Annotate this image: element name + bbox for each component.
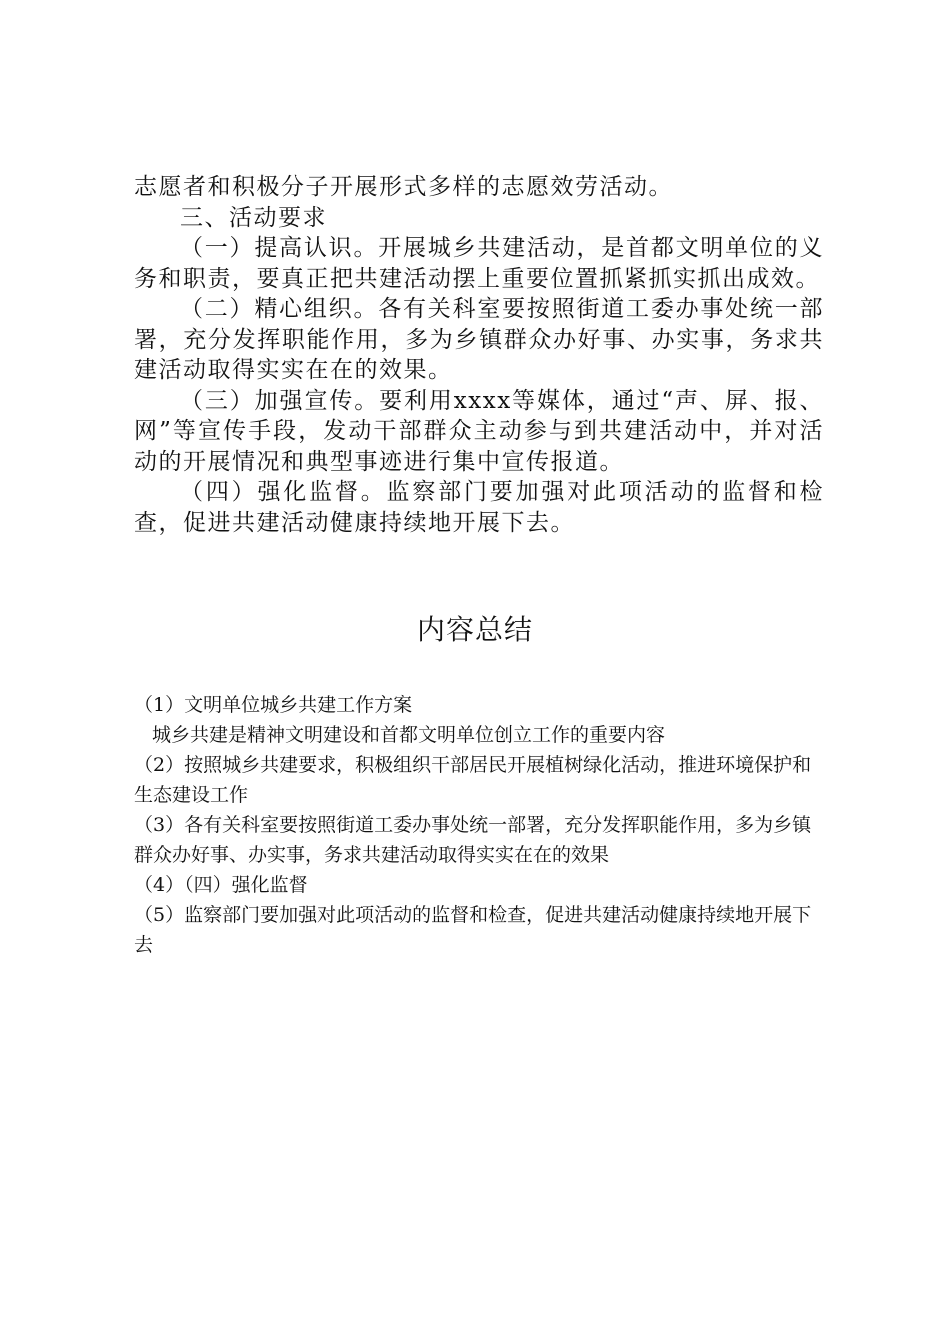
section-heading: 三、活动要求 <box>180 204 327 231</box>
summary-list <box>134 690 829 960</box>
summary-title: 内容总结 <box>416 613 533 646</box>
summary-item: （5）监察部门要加强对此项活动的监督和检查，促进共建活动健康持续地开展下去 <box>134 904 812 956</box>
paragraph-publicity: （三）加强宣传。要利用xxxx等媒体，通过“声、屏、报、网”等宣传手段，发动干部群众主动参与到共建活动中，并对活动的开展情况和典型事迹进行集中宣传报道。 <box>134 387 824 475</box>
summary-item: 城乡共建是精神文明建设和首都文明单位创立工作的重要内容 <box>152 724 666 746</box>
summary-item: （4）（四）强化监督 <box>134 874 308 896</box>
summary-item: （2）按照城乡共建要求，积极组织干部居民开展植树绿化活动，推进环境保护和生态建设工作 <box>134 754 812 806</box>
paragraph-supervision: （四）强化监督。监察部门要加强对此项活动的监督和检查，促进共建活动健康持续地开展下去。 <box>134 479 824 536</box>
document-body <box>134 172 824 538</box>
paragraph-continuation: 志愿者和积极分子开展形式多样的志愿效劳活动。 <box>134 174 673 200</box>
summary-item: （1）文明单位城乡共建工作方案 <box>134 694 413 716</box>
summary-item: （3）各有关科室要按照街道工委办事处统一部署，充分发挥职能作用，多为乡镇群众办好事、办实事，务求共建活动取得实实在在的效果 <box>134 814 812 866</box>
paragraph-raise-awareness: （一）提高认识。开展城乡共建活动，是首都文明单位的义务和职责，要真正把共建活动摆上重要位置抓紧抓实抓出成效。 <box>134 235 824 292</box>
paragraph-careful-organization: （二）精心组织。各有关科室要按照街道工委办事处统一部署，充分发挥职能作用，多为乡镇群众办好事、办实事，务求共建活动取得实实在在的效果。 <box>134 296 824 383</box>
